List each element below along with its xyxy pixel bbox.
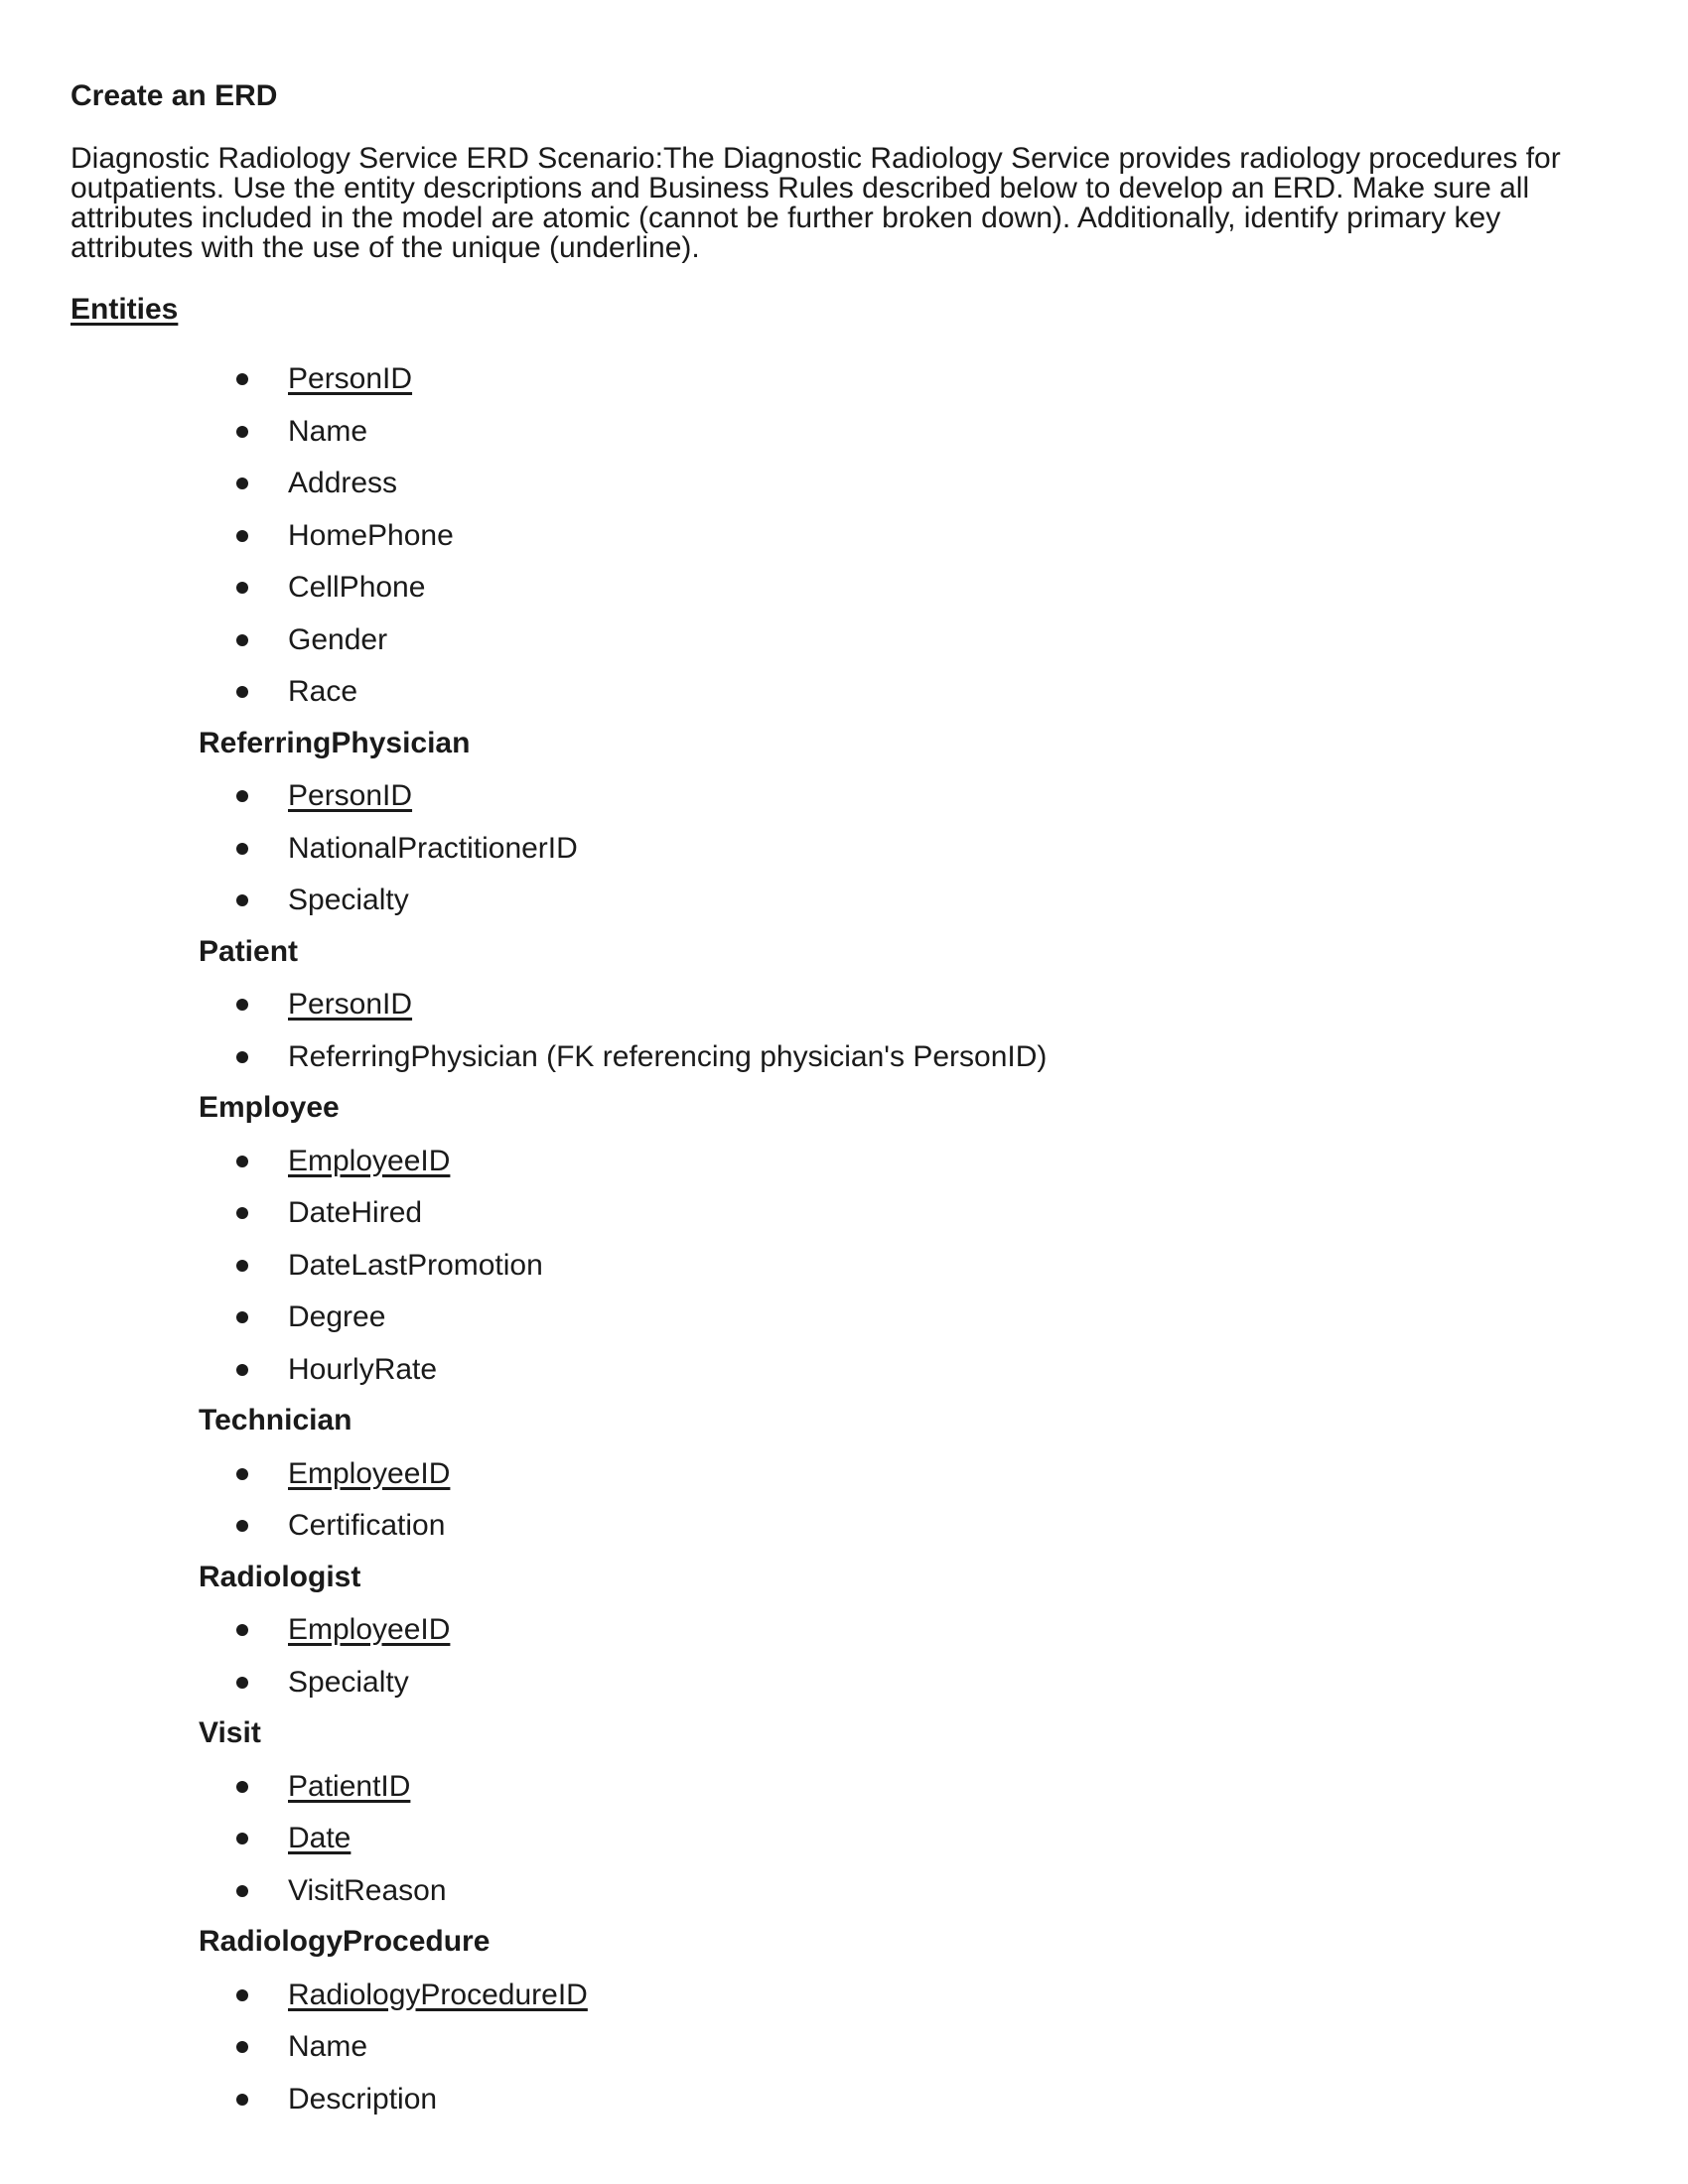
primary-key-attribute: RadiologyProcedureID	[288, 1978, 588, 2011]
bullet-icon	[236, 1833, 248, 1844]
bullet-icon	[236, 686, 248, 698]
attribute-item	[236, 516, 454, 556]
primary-key-attribute: EmployeeID	[288, 1144, 451, 1177]
primary-key-attribute: Date	[288, 1822, 352, 1854]
attribute-item	[236, 1454, 450, 1494]
attribute-item	[236, 1037, 1047, 1077]
entity-name: ReferringPhysician	[199, 726, 471, 759]
bullet-icon	[236, 1624, 248, 1636]
bullet-icon	[236, 1311, 248, 1323]
attribute-label: Gender	[288, 622, 388, 656]
attribute-label: Name	[288, 414, 368, 448]
bullet-icon	[236, 426, 248, 438]
attribute-item	[236, 1819, 351, 1858]
bullet-icon	[236, 373, 248, 385]
attribute-item	[236, 1193, 422, 1233]
attribute-item	[236, 985, 412, 1024]
attribute-item	[236, 881, 409, 920]
attribute-label: Specialty	[288, 1665, 409, 1699]
bullet-icon	[236, 1989, 248, 2001]
primary-key-attribute: PatientID	[288, 1769, 411, 1803]
attribute-label: NationalPractitionerID	[288, 831, 578, 865]
attribute-label: HourlyRate	[288, 1352, 438, 1386]
attribute-item	[236, 2027, 367, 2067]
attribute-item	[236, 1663, 409, 1703]
bullet-icon	[236, 1677, 248, 1689]
bullet-icon	[236, 1520, 248, 1532]
attribute-label: Name	[288, 2030, 368, 2063]
attribute-item	[236, 1767, 410, 1807]
primary-key-attribute: EmployeeID	[288, 1456, 451, 1490]
attribute-label: DateLastPromotion	[288, 1248, 543, 1282]
attribute-label: VisitReason	[288, 1873, 447, 1907]
entity-name: Patient	[199, 934, 299, 968]
attribute-item	[236, 672, 357, 712]
entity-name: RadiologyProcedure	[199, 1925, 491, 1958]
attribute-label: HomePhone	[288, 518, 454, 552]
attribute-item	[236, 1297, 385, 1337]
bullet-icon	[236, 894, 248, 906]
attribute-item	[236, 620, 387, 660]
attribute-label: Certification	[288, 1509, 446, 1542]
entity-name: Employee	[199, 1091, 340, 1124]
bullet-icon	[236, 634, 248, 646]
bullet-icon	[236, 582, 248, 594]
attribute-label: Race	[288, 675, 358, 708]
attribute-item	[236, 1610, 450, 1650]
bullet-icon	[236, 1207, 248, 1219]
bullet-icon	[236, 843, 248, 855]
attribute-label: Degree	[288, 1300, 386, 1333]
attribute-item	[236, 1871, 447, 1911]
attribute-item	[236, 1350, 437, 1390]
entity-name: Technician	[199, 1404, 352, 1436]
attribute-label: Specialty	[288, 884, 409, 916]
entity-name: Visit	[199, 1716, 261, 1749]
bullet-icon	[236, 1364, 248, 1376]
attribute-item	[236, 1142, 450, 1181]
attribute-item	[236, 829, 578, 869]
bullet-icon	[236, 478, 248, 489]
attribute-label: ReferringPhysician (FK referencing physician's PersonID)	[288, 1039, 1048, 1073]
attribute-item	[236, 776, 412, 816]
bullet-icon	[236, 999, 248, 1011]
entity-name: Radiologist	[199, 1560, 361, 1593]
page-title: Create an ERD	[70, 79, 278, 112]
entities-heading: Entities	[70, 293, 179, 326]
bullet-icon	[236, 2041, 248, 2053]
attribute-label: Description	[288, 2082, 438, 2116]
bullet-icon	[236, 1156, 248, 1167]
bullet-icon	[236, 2094, 248, 2106]
primary-key-attribute: PersonID	[288, 362, 413, 395]
attribute-item	[236, 359, 412, 399]
primary-key-attribute: PersonID	[288, 988, 413, 1021]
attribute-label: DateHired	[288, 1196, 423, 1229]
primary-key-attribute: EmployeeID	[288, 1613, 451, 1646]
bullet-icon	[236, 1781, 248, 1793]
attribute-item	[236, 412, 367, 452]
attribute-label: Address	[288, 467, 398, 499]
bullet-icon	[236, 1260, 248, 1272]
attribute-item	[236, 1506, 445, 1546]
attribute-item	[236, 1246, 543, 1286]
bullet-icon	[236, 530, 248, 542]
bullet-icon	[236, 1468, 248, 1480]
attribute-item	[236, 1976, 588, 2015]
attribute-item	[236, 568, 425, 608]
bullet-icon	[236, 1051, 248, 1063]
attribute-item	[236, 464, 397, 503]
bullet-icon	[236, 790, 248, 802]
primary-key-attribute: PersonID	[288, 779, 413, 812]
attribute-item	[236, 2080, 437, 2119]
bullet-icon	[236, 1885, 248, 1897]
attribute-label: CellPhone	[288, 571, 426, 604]
scenario-description: Diagnostic Radiology Service ERD Scenario:The Diagnostic Radiology Service provides radiology procedures for outpatients. Use the entity descriptions and Business Rules described below to develop an ERD. Make sure all attributes included in the model are atomic (cannot be further broken down). Additionally, identify primary key attributes with the use of the unique (underline).	[70, 142, 1561, 264]
